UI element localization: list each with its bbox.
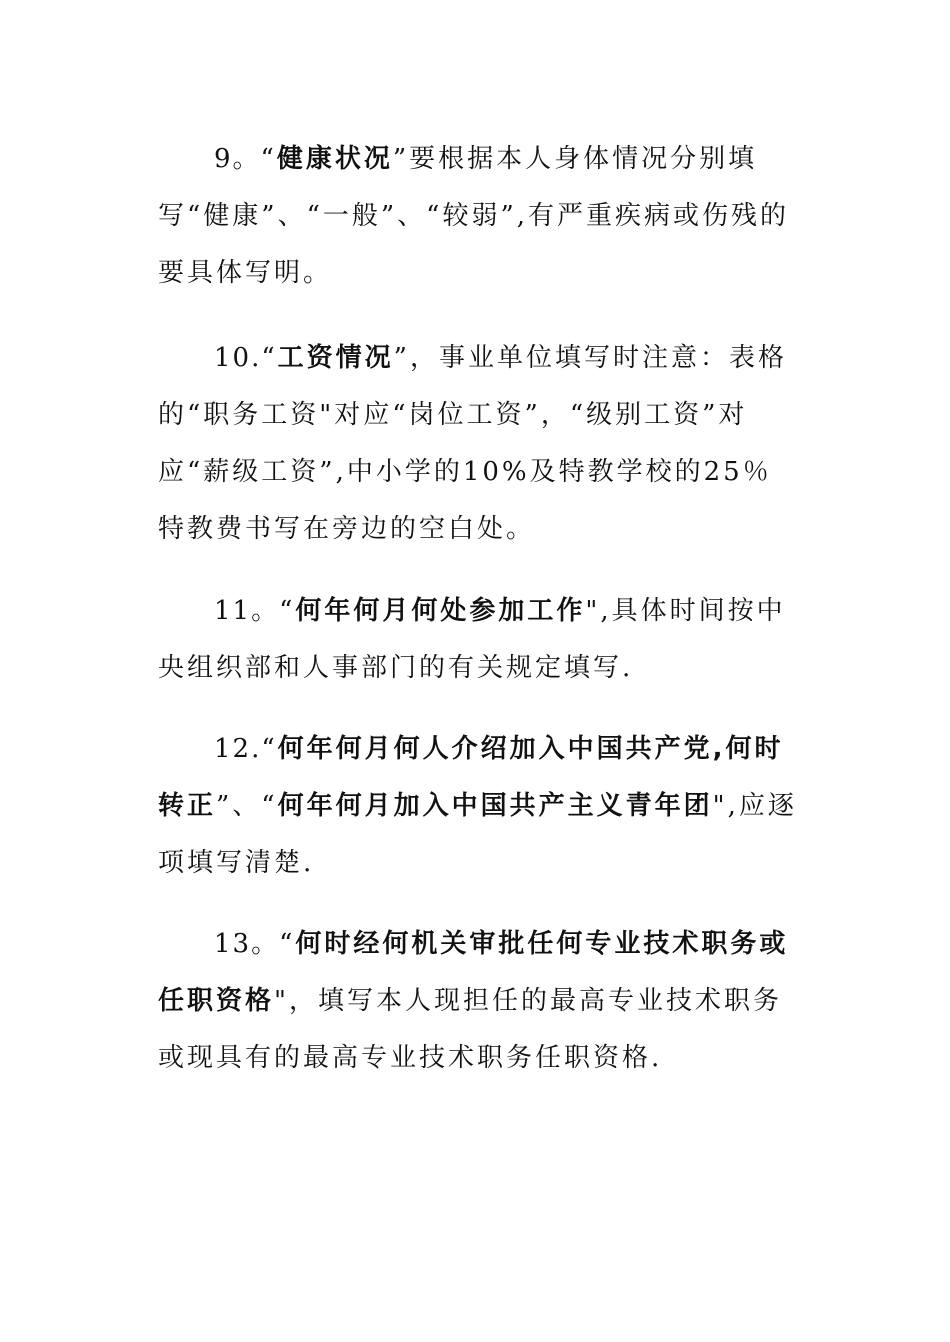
open-quote: “ [260,144,277,174]
item-text: ”，事业单位填写时注意：表格的“职务工资"对应“岗位工资”，“级别工资”对应“薪级工资”,中小学的10%及特教学校的25％特教费书写在旁边的空白处。 [158,343,787,544]
item-9-paragraph [158,131,798,302]
item-number: 11。 [214,596,280,626]
item-13-paragraph [158,916,798,1087]
item-keyword-secondary: 何年何月加入中国共产主义青年团 [277,791,713,821]
item-number: 13。 [214,929,280,959]
item-number: 10. [214,343,262,373]
item-number: 12. [214,734,262,764]
open-quote: “ [279,596,296,626]
item-12-paragraph [158,721,798,892]
item-keyword: 何年何月何处参加工作 [295,596,586,626]
item-text: ",应逐项填写清楚. [158,791,797,878]
item-11-paragraph [158,583,798,697]
item-10-paragraph [158,330,798,558]
item-keyword: 何年何月何人介绍加入中国共产党,何时转正 [158,734,784,821]
item-text-middle: ”、“ [216,791,278,821]
item-number: 9。 [214,144,261,174]
item-keyword: 工资情况 [277,343,394,373]
item-text: "，填写本人现担任的最高专业技术职务或现具有的最高专业技术职务任职资格. [158,986,782,1073]
item-text: ",具体时间按中央组织部和人事部门的有关规定填写. [158,596,786,683]
item-keyword: 何时经何机关审批任何专业技术职务或任职资格 [158,929,789,1016]
item-keyword: 健康状况 [276,144,393,174]
open-quote: “ [279,929,296,959]
item-text: ”要根据本人身体情况分别填写“健康”、“一般”、“较弱”,有严重疾病或伤残的要具体写明。 [158,144,790,288]
open-quote: “ [261,734,278,764]
open-quote: “ [261,343,278,373]
